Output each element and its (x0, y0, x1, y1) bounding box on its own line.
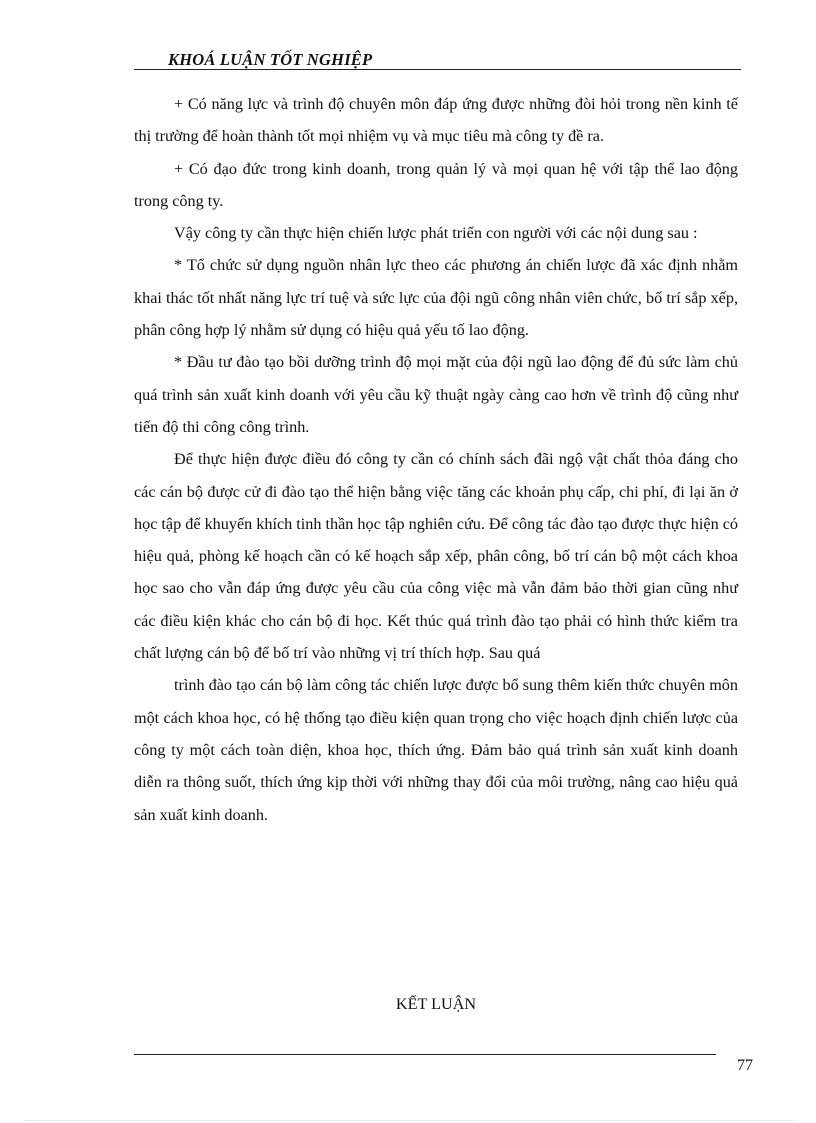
footer-rule (134, 1054, 716, 1055)
paragraph-4: * Tổ chức sử dụng nguồn nhân lực theo các phương án chiến lược đã xác định nhằm khai thác tốt nhất năng lực trí tuệ và sức lực của đội ngũ công nhân viên chức, bố trí sắp xếp, phân công hợp lý nhằm sử dụng có hiệu quả yếu tố lao động. (134, 256, 738, 340)
paragraph-2: + Có đạo đức trong kinh doanh, trong quản lý và mọi quan hệ với tập thể lao động trong công ty. (134, 159, 738, 210)
header-rule (134, 69, 741, 70)
paragraph-5: * Đầu tư đào tạo bồi dưỡng trình độ mọi mặt của đội ngũ lao động để đủ sức làm chủ quá trình sản xuất kinh doanh với yêu cầu kỹ thuật ngày càng cao hơn về trình độ cũng như tiến độ thi công công trình. (134, 353, 738, 436)
paragraph-3: Vậy công ty cần thực hiện chiến lược phát triển con người với các nội dung sau : (174, 224, 698, 243)
page-edge-divider (24, 1120, 794, 1121)
body-text (134, 88, 738, 831)
paragraph-6: Để thực hiện được điều đó công ty cần có chính sách đãi ngộ vật chất thỏa đáng cho các cán bộ được cử đi đào tạo thể hiện bằng việc tăng các khoản phụ cấp, chi phí, đi lại ăn ở học tập để khuyến khích tinh thần học tập nghiên cứu. Để công tác đào tạo được thực hiện có hiệu quả, phòng kế hoạch cần có kế hoạch sắp xếp, phân công, bố trí cán bộ một cách khoa học sao cho vẫn đáp ứng được yêu cầu của công việc mà vẫn đảm bảo thời gian cũng như các điều kiện khác cho cán bộ đi học. Kết thúc quá trình đào tạo phải có hình thức kiểm tra chất lượng cán bộ để bố trí vào những vị trí thích hợp. Sau quá (134, 450, 738, 663)
paragraph-1: + Có năng lực và trình độ chuyên môn đáp ứng được những đòi hỏi trong nền kinh tế thị trường để hoàn thành tốt mọi nhiệm vụ và mục tiêu mà công ty đề ra. (134, 95, 738, 146)
page-number: 77 (737, 1057, 753, 1074)
paragraph-7: trình đào tạo cán bộ làm công tác chiến lược được bổ sung thêm kiến thức chuyên môn một cách khoa học, có hệ thống tạo điều kiện quan trọng cho việc hoạch định chiến lược của công ty một cách toàn diện, khoa học, thích ứng. Đảm bảo quá trình sản xuất kinh doanh diễn ra thông suốt, thích ứng kịp thời với những thay đổi của môi trường, nâng cao hiệu quả sản xuất kinh doanh. (134, 676, 738, 824)
header-title: KHOÁ LUẬN TỐT NGHIỆP (168, 50, 373, 69)
conclusion-heading: KẾT LUẬN (395, 995, 477, 1013)
